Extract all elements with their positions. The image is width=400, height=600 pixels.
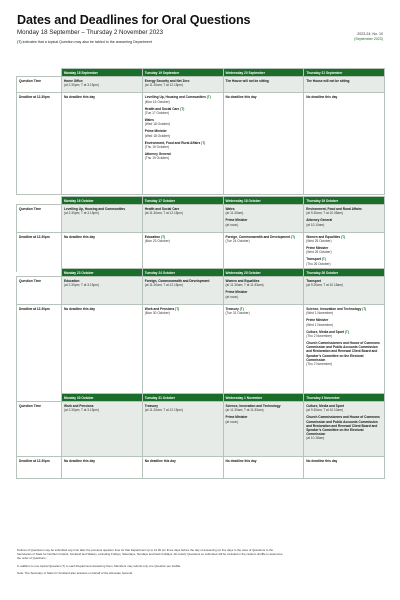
deadline-cell bbox=[304, 232, 385, 271]
deadline-label: Deadline at 12.30pm bbox=[17, 305, 62, 401]
department-entry bbox=[306, 246, 382, 254]
department-name: Treasury bbox=[144, 404, 159, 409]
department-entry bbox=[64, 79, 140, 87]
department-name: Wales bbox=[225, 207, 235, 212]
session-time: (at 11.30am) bbox=[225, 211, 244, 216]
department-name: Prime Minister bbox=[225, 218, 248, 223]
date-header: Thursday 21 September bbox=[304, 69, 385, 77]
department-name: Transport bbox=[306, 257, 321, 262]
session-time: (Tue 17 October) bbox=[144, 110, 169, 115]
department-entry bbox=[64, 95, 140, 99]
department-name: Science, Innovation and Technology bbox=[306, 307, 362, 312]
department-name: Home Office bbox=[64, 79, 83, 84]
department-entry bbox=[306, 235, 382, 243]
deadline-cell bbox=[223, 232, 304, 271]
deadline-label: Deadline at 12.30pm bbox=[17, 93, 62, 195]
session-time: (Wed 25 October) bbox=[306, 250, 332, 255]
session-time: (Tue 31 October) bbox=[225, 311, 250, 316]
question-time-cell bbox=[142, 77, 223, 93]
department-entry bbox=[306, 279, 382, 287]
date-range-subtitle: Monday 18 September – Thursday 2 November 2023 bbox=[17, 29, 164, 36]
deadline-cell bbox=[142, 232, 223, 271]
date-header: Tuesday 17 October bbox=[142, 197, 223, 205]
no-entry-text: No deadline this day bbox=[306, 459, 338, 464]
department-entry bbox=[226, 307, 302, 315]
footer-paragraph-1: Notices of Questions may be submitted any time after the previous question time for that Department up to 12.30 pm three days before the day of answering (or five days in the case of Questions to the Secretaries of State for Northern Ireland, Scotland and Wales), excluding Fridays, Saturdays, Sundays and bank holidays. All orderly Questions so submitted will be included in the random shuffle to determine the order of Questions. bbox=[17, 548, 283, 561]
deadline-cell bbox=[142, 457, 223, 479]
question-time-row bbox=[17, 402, 385, 457]
footer-notes bbox=[17, 548, 283, 578]
question-time-label: Question Time bbox=[17, 402, 62, 457]
department-name: Environment, Food and Rural Affairs bbox=[144, 140, 201, 145]
topical-marker: (T) bbox=[17, 40, 22, 44]
department-entry bbox=[306, 257, 382, 265]
deadline-label: Deadline at 12.30pm bbox=[17, 232, 62, 271]
topical-marker: (T) bbox=[362, 307, 367, 312]
department-entry bbox=[145, 107, 221, 115]
question-time-label: Question Time bbox=[17, 205, 62, 233]
date-header: Thursday 26 October bbox=[304, 269, 385, 277]
week-table-1 bbox=[16, 68, 385, 195]
topical-marker: (T) bbox=[239, 307, 244, 312]
department-name: Levelling Up, Housing and Communities bbox=[64, 207, 126, 212]
department-entry bbox=[306, 341, 382, 366]
session-time: (Thu 2 November) bbox=[306, 333, 333, 338]
department-entry bbox=[145, 279, 221, 287]
department-name: Prime Minister bbox=[306, 318, 329, 323]
deadline-cell bbox=[62, 305, 143, 401]
department-name: Environment, Food and Rural Affairs bbox=[306, 207, 362, 212]
department-entry bbox=[226, 79, 302, 83]
session-time: (Tue 24 October) bbox=[225, 238, 250, 243]
corner-cell bbox=[17, 197, 62, 205]
question-time-label: Question Time bbox=[17, 77, 62, 93]
department-entry bbox=[64, 307, 140, 311]
topical-note bbox=[17, 40, 152, 44]
deadline-cell bbox=[223, 305, 304, 401]
question-time-cell bbox=[62, 402, 143, 457]
department-name: Prime Minister bbox=[306, 246, 329, 251]
department-name: Foreign, Commonwealth and Development bbox=[225, 234, 291, 239]
department-entry bbox=[306, 330, 382, 338]
question-time-cell bbox=[223, 277, 304, 305]
department-name: Prime Minister bbox=[225, 415, 248, 420]
footer-paragraph-2: In addition to one topical Question (T) to each Department answering them, Members may submit only one Question per shuffle. bbox=[17, 563, 181, 568]
department-entry bbox=[145, 141, 221, 149]
no-entry-text: The House will not be sitting bbox=[225, 79, 269, 84]
no-entry-text: No deadline this day bbox=[225, 95, 257, 100]
session-time: (at 9.30am; T at 10.10am) bbox=[306, 408, 343, 413]
question-time-cell bbox=[223, 77, 304, 93]
topical-marker: (T) bbox=[344, 329, 349, 334]
date-header: Monday 23 October bbox=[62, 269, 143, 277]
department-name: Women and Equalities bbox=[306, 234, 341, 239]
deadline-cell bbox=[62, 232, 143, 271]
department-entry bbox=[145, 79, 221, 87]
session-time: (Mon 16 October) bbox=[144, 99, 170, 104]
deadline-cell bbox=[223, 457, 304, 479]
department-name: Education bbox=[64, 279, 80, 284]
session-time: (Mon 30 October) bbox=[144, 311, 170, 316]
question-time-cell bbox=[62, 77, 143, 93]
session-time: (at noon) bbox=[225, 419, 239, 424]
department-entry bbox=[145, 152, 221, 160]
topical-marker: (T) bbox=[341, 234, 346, 239]
date-header-row bbox=[17, 269, 385, 277]
department-entry bbox=[64, 207, 140, 215]
session-time: (Wed 1 November) bbox=[306, 322, 334, 327]
deadline-cell bbox=[304, 457, 385, 479]
page-title: Dates and Deadlines for Oral Questions bbox=[17, 13, 251, 27]
department-entry bbox=[306, 415, 382, 440]
department-name: Prime Minister bbox=[144, 129, 167, 134]
corner-cell bbox=[17, 69, 62, 77]
question-time-label: Question Time bbox=[17, 277, 62, 305]
date-header: Tuesday 31 October bbox=[142, 394, 223, 402]
department-name: Culture, Media and Sport bbox=[306, 404, 344, 409]
department-entry bbox=[306, 95, 382, 99]
department-name: Culture, Media and Sport bbox=[306, 329, 344, 334]
topical-marker: (T) bbox=[175, 307, 180, 312]
session-time: (at 11.30am; T at 11.53am) bbox=[225, 408, 264, 413]
department-name: Health and Social Care bbox=[144, 106, 180, 111]
department-name: Wales bbox=[144, 118, 154, 123]
session-time: (Wed 1 November) bbox=[306, 311, 334, 316]
question-time-cell bbox=[142, 402, 223, 457]
department-name: Work and Pensions bbox=[64, 404, 94, 409]
department-name: Energy Security and Net Zero bbox=[144, 79, 190, 84]
department-entry bbox=[226, 415, 302, 423]
deadline-row bbox=[17, 457, 385, 479]
topical-marker: (T) bbox=[180, 106, 185, 111]
department-entry bbox=[226, 95, 302, 99]
deadline-cell bbox=[62, 457, 143, 479]
no-entry-text: No deadline this day bbox=[306, 95, 338, 100]
no-entry-text: The House will not be sitting bbox=[306, 79, 350, 84]
department-entry bbox=[145, 459, 221, 463]
session-time: (at 11.30am; T at 12.15pm) bbox=[144, 83, 184, 88]
session-time: (at 10.18am) bbox=[306, 436, 325, 441]
no-entry-text: No deadline this day bbox=[64, 95, 95, 100]
department-entry bbox=[306, 404, 382, 412]
question-time-cell bbox=[304, 77, 385, 93]
date-header: Wednesday 25 October bbox=[223, 269, 304, 277]
date-header: Thursday 2 November bbox=[304, 394, 385, 402]
edition-date: (September 2023) bbox=[354, 37, 383, 42]
department-entry bbox=[226, 235, 302, 243]
session-time: (at noon) bbox=[225, 294, 239, 299]
session-time: (Mon 23 October) bbox=[144, 238, 170, 243]
question-time-row bbox=[17, 205, 385, 233]
session-time: (Thu 26 October) bbox=[306, 261, 331, 266]
department-entry bbox=[145, 118, 221, 126]
session-time: (at 11.30am; T at 12.15pm) bbox=[144, 408, 184, 413]
edition-reference bbox=[354, 32, 383, 43]
department-entry bbox=[306, 307, 382, 315]
department-entry bbox=[226, 279, 302, 287]
session-time: (at 9.30am; T at 10.05am) bbox=[306, 211, 343, 216]
session-time: (at 11.30am; T at 12.15pm) bbox=[144, 283, 184, 288]
deadline-cell bbox=[304, 305, 385, 401]
no-entry-text: No deadline this day bbox=[64, 307, 95, 312]
department-entry bbox=[64, 404, 140, 412]
topical-marker: (T) bbox=[206, 95, 211, 100]
session-time: (at 2.30pm; T at 3.15pm) bbox=[64, 83, 99, 88]
department-entry bbox=[226, 404, 302, 412]
date-header: Monday 16 October bbox=[62, 197, 143, 205]
question-time-cell bbox=[304, 402, 385, 457]
department-entry bbox=[226, 218, 302, 226]
deadline-row bbox=[17, 93, 385, 195]
week-table-2 bbox=[16, 196, 385, 272]
deadline-cell bbox=[142, 93, 223, 195]
question-time-cell bbox=[304, 205, 385, 233]
department-entry bbox=[226, 290, 302, 298]
date-header-row bbox=[17, 394, 385, 402]
topical-marker: (T) bbox=[161, 234, 166, 239]
department-entry bbox=[306, 318, 382, 326]
session-time: (Thu 2 November) bbox=[306, 361, 333, 366]
corner-cell bbox=[17, 394, 62, 402]
topical-marker: (T) bbox=[321, 257, 326, 262]
date-header: Thursday 19 October bbox=[304, 197, 385, 205]
department-entry bbox=[145, 235, 221, 243]
date-header: Wednesday 20 September bbox=[223, 69, 304, 77]
department-name: Education bbox=[144, 234, 161, 239]
session-time: (at 9.30am; T at 10.15am) bbox=[306, 283, 343, 288]
session-time: (at noon) bbox=[225, 222, 239, 227]
department-entry bbox=[64, 459, 140, 463]
deadline-label: Deadline at 12.30pm bbox=[17, 457, 62, 479]
deadline-cell bbox=[142, 305, 223, 401]
department-entry bbox=[306, 459, 382, 463]
department-name: Attorney General bbox=[144, 152, 171, 157]
session-time: (at 10.10am) bbox=[306, 222, 325, 227]
department-entry bbox=[145, 207, 221, 215]
question-time-cell bbox=[223, 402, 304, 457]
department-name: Treasury bbox=[225, 307, 239, 312]
department-name: Church Commissioners and House of Commons Commission and Public Accounts Commission and Restoration and Renewal Client Board and Speaker’s Committee on the Electoral Commission bbox=[306, 415, 380, 437]
question-time-cell bbox=[304, 277, 385, 305]
department-entry bbox=[145, 307, 221, 315]
department-name: Science, Innovation and Technology bbox=[225, 404, 281, 409]
department-name: Women and Equalities bbox=[225, 279, 260, 284]
date-header: Wednesday 18 October bbox=[223, 197, 304, 205]
deadline-row bbox=[17, 232, 385, 271]
department-name: Prime Minister bbox=[225, 290, 248, 295]
department-entry bbox=[306, 207, 382, 215]
date-header-row bbox=[17, 197, 385, 205]
session-time: (Wed 18 October) bbox=[144, 122, 171, 127]
session-time: (Thu 19 October) bbox=[144, 156, 170, 161]
question-time-row bbox=[17, 77, 385, 93]
date-header-row bbox=[17, 69, 385, 77]
question-time-cell bbox=[142, 277, 223, 305]
question-time-cell bbox=[62, 205, 143, 233]
topical-marker: (T) bbox=[291, 234, 296, 239]
department-name: Health and Social Care bbox=[144, 207, 180, 212]
department-name: Work and Pensions bbox=[144, 307, 175, 312]
department-entry bbox=[226, 207, 302, 215]
no-entry-text: No deadline this day bbox=[144, 459, 176, 464]
department-entry bbox=[306, 79, 382, 83]
session-time: (Wed 25 October) bbox=[306, 238, 332, 243]
deadline-cell bbox=[304, 93, 385, 195]
department-entry bbox=[145, 129, 221, 137]
footer-paragraph-3: Note: The Secretary of State for Scotland also answers on behalf of the Advocate General. bbox=[17, 570, 133, 575]
session-time: (at 2.30pm; T at 3.15pm) bbox=[64, 211, 99, 216]
question-time-cell bbox=[142, 205, 223, 233]
week-table-3 bbox=[16, 268, 385, 401]
question-time-cell bbox=[62, 277, 143, 305]
date-header: Monday 18 September bbox=[62, 69, 143, 77]
session-time: (at 2.30pm; T at 3.15pm) bbox=[64, 283, 99, 288]
department-entry bbox=[64, 235, 140, 239]
deadline-cell bbox=[62, 93, 143, 195]
date-header: Wednesday 1 November bbox=[223, 394, 304, 402]
department-name: Transport bbox=[306, 279, 321, 284]
department-name: Attorney General bbox=[306, 218, 333, 223]
department-entry bbox=[64, 279, 140, 287]
topical-marker: (T) bbox=[201, 140, 206, 145]
no-entry-text: No deadline this day bbox=[64, 459, 95, 464]
question-time-row bbox=[17, 277, 385, 305]
department-entry bbox=[306, 218, 382, 226]
department-entry bbox=[145, 95, 221, 103]
date-header: Tuesday 19 September bbox=[142, 69, 223, 77]
deadline-row bbox=[17, 305, 385, 401]
no-entry-text: No deadline this day bbox=[64, 234, 95, 239]
department-name: Church Commissioners and House of Commons Commission and Public Accounts Commission and Restoration and Renewal Client Board and Speaker’s Committee on the Electoral Commission bbox=[306, 341, 380, 362]
session-time: (Thu 19 October) bbox=[144, 144, 170, 149]
department-entry bbox=[145, 404, 221, 412]
session-time: (at 11.30am; T at 11.53am) bbox=[225, 283, 264, 288]
session-time: (at 2.30pm; T at 3.15pm) bbox=[64, 408, 99, 413]
department-name: Levelling Up, Housing and Communities bbox=[144, 95, 206, 100]
corner-cell bbox=[17, 269, 62, 277]
topical-note-text: indicates that a topical Question may also be tabled to the answering Department bbox=[21, 40, 152, 44]
session-time: (at 11.30am; T at 12.15pm) bbox=[144, 211, 184, 216]
department-name: Foreign, Commonwealth and Development bbox=[144, 279, 210, 284]
edition-number: 2023-24, No. 10 bbox=[357, 32, 383, 36]
date-header: Tuesday 24 October bbox=[142, 269, 223, 277]
deadline-cell bbox=[223, 93, 304, 195]
date-header: Monday 30 October bbox=[62, 394, 143, 402]
week-table-4 bbox=[16, 393, 385, 479]
question-time-cell bbox=[223, 205, 304, 233]
session-time: (Wed 18 October) bbox=[144, 133, 171, 138]
department-entry bbox=[226, 459, 302, 463]
no-entry-text: No deadline this day bbox=[225, 459, 257, 464]
